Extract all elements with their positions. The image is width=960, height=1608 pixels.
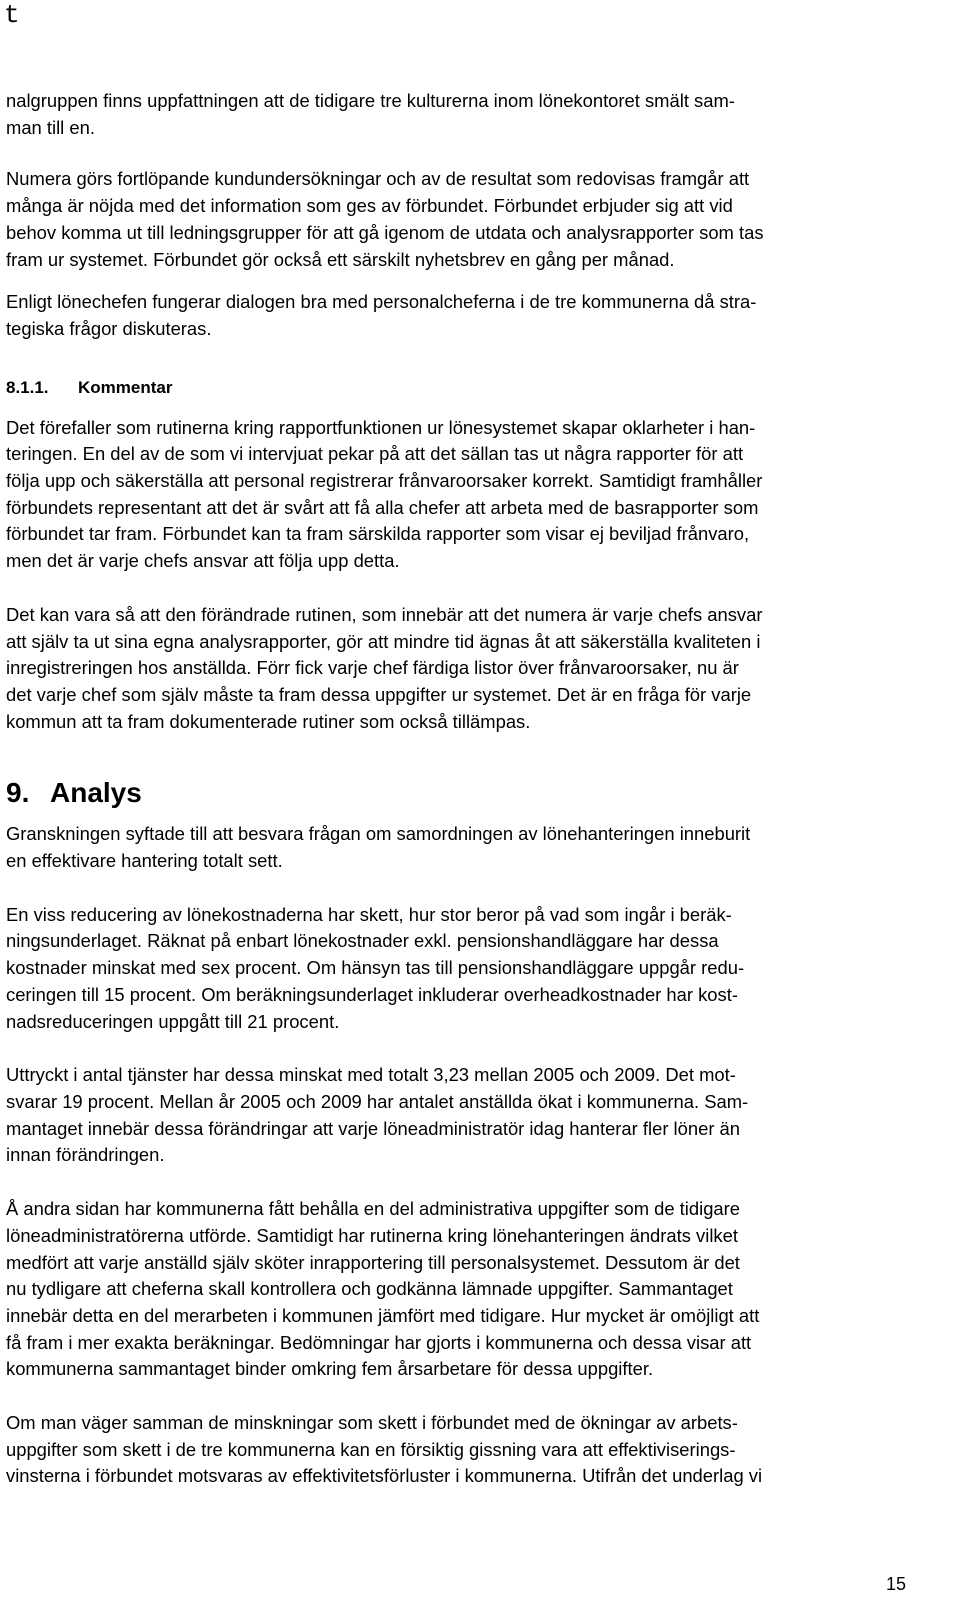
- text-line: teringen. En del av de som vi intervjuat pekar på att det sällan tas ut några rapporter för att: [6, 443, 744, 465]
- text-line: uppgifter som skett i de tre kommunerna kan en försiktig gissning vara att effektiviserings-: [6, 1438, 736, 1460]
- text-line: behov komma ut till ledningsgrupper för att gå igenom de utdata och analysrapporter som tas: [6, 221, 764, 243]
- section-subheading: [6, 375, 958, 401]
- text-line: kommunerna sammantaget binder omkring fem årsarbetare för dessa uppgifter.: [6, 1358, 654, 1380]
- paragraph: [6, 602, 958, 736]
- text-line: ningsunderlaget. Räknat på enbart lönekostnader exkl. pensionshandläggare har dessa: [6, 930, 719, 952]
- text-line: att själv ta ut sina egna analysrapporter, gör att mindre tid ägnas åt att säkerställa kvaliteten i: [6, 630, 761, 652]
- text-line: svarar 19 procent. Mellan år 2005 och 2009 har antalet anställda ökat i kommunerna. Sam-: [6, 1090, 749, 1112]
- text-line: inregistreringen hos anställda. Förr fick varje chef färdiga listor över frånvaroorsaker, nu är: [6, 657, 739, 679]
- subheading-title: Kommentar: [78, 377, 173, 397]
- paragraph: [6, 821, 958, 874]
- text-line: innebär detta en del merarbeten i kommunen jämfört med tidigare. Hur mycket är omöjligt att: [6, 1304, 760, 1326]
- text-line: medfört att varje anställd själv sköter inrapportering till personalsystemet. Dessutom är det: [6, 1251, 740, 1273]
- text-line: vinsterna i förbundet motsvaras av effektivitetsförluster i kommunerna. Utifrån det underlag vi: [6, 1465, 763, 1487]
- text-line: förbundet tar fram. Förbundet kan ta fram särskilda rapporter som visar ej beviljad frånvaro,: [6, 523, 750, 545]
- page-number: 15: [885, 1574, 906, 1594]
- subheading-number: 8.1.1.: [6, 377, 49, 397]
- text-line: nadsreduceringen uppgått till 21 procent.: [6, 1010, 340, 1032]
- paragraph: [6, 902, 958, 1036]
- paragraph: [6, 1196, 958, 1383]
- text-line: många är nöjda med det information som ges av förbundet. Förbundet erbjuder sig att vid: [6, 195, 733, 217]
- header-mark: t: [4, 0, 20, 30]
- text-line: Granskningen syftade till att besvara frågan om samordningen av lönehanteringen inneburit: [6, 823, 751, 845]
- document-body: [6, 88, 958, 1490]
- text-line: kostnader minskat med sex procent. Om hänsyn tas till pensionshandläggare uppgår redu-: [6, 957, 745, 979]
- text-line: fram ur systemet. Förbundet gör också ett särskilt nyhetsbrev en gång per månad.: [6, 248, 675, 270]
- text-line: nu tydligare att cheferna skall kontrollera och godkänna lämnade uppgifter. Sammantaget: [6, 1278, 733, 1300]
- text-line: en effektivare hantering totalt sett.: [6, 850, 283, 872]
- text-line: men det är varje chefs ansvar att följa upp detta.: [6, 550, 400, 572]
- text-line: Det kan vara så att den förändrade rutinen, som innebär att det numera är varje chefs ansvar: [6, 603, 763, 625]
- text-line: Om man väger samman de minskningar som skett i förbundet med de ökningar av arbets-: [6, 1412, 738, 1434]
- heading-title: Analys: [50, 777, 142, 809]
- text-line: ceringen till 15 procent. Om beräkningsunderlaget inkluderar overheadkostnader har kost-: [6, 983, 738, 1005]
- paragraph: [6, 415, 958, 575]
- text-line: följa upp och säkerställa att personal registrerar frånvaroorsaker korrekt. Samtidigt framhåller: [6, 470, 763, 492]
- section-heading: [6, 775, 958, 811]
- text-line: nalgruppen finns uppfattningen att de tidigare tre kulturerna inom lönekontoret smält sam-: [6, 90, 735, 111]
- paragraph: [6, 1410, 958, 1490]
- paragraph: [6, 289, 958, 342]
- text-line: Å andra sidan har kommunerna fått behålla en del administrativa uppgifter som de tidigare: [6, 1198, 741, 1220]
- text-line: Uttryckt i antal tjänster har dessa minskat med totalt 3,23 mellan 2005 och 2009. Det mot-: [6, 1064, 736, 1086]
- text-line: man till en.: [6, 116, 95, 138]
- text-line: få fram i mer exakta beräkningar. Bedömningar har gjorts i kommunerna och dessa visar att: [6, 1331, 752, 1353]
- text-line: innan förändringen.: [6, 1144, 165, 1166]
- text-line: En viss reducering av lönekostnaderna har skett, hur stor beror på vad som ingår i beräk-: [6, 903, 732, 925]
- paragraph: [6, 166, 958, 273]
- text-line: förbundets representant att det är svårt att få alla chefer att arbeta med de basrapporter som: [6, 496, 759, 518]
- text-line: löneadministratörerna utförde. Samtidigt har rutinerna kring lönehanteringen ändrats vilket: [6, 1224, 738, 1246]
- text-line: Enligt lönechefen fungerar dialogen bra med personalcheferna i de tre kommunerna då stra-: [6, 291, 757, 313]
- text-line: Numera görs fortlöpande kundundersökningar och av de resultat som redovisas framgår att: [6, 168, 750, 190]
- paragraph: [6, 1062, 958, 1169]
- text-line: tegiska frågor diskuteras.: [6, 317, 212, 339]
- text-line: Det förefaller som rutinerna kring rapportfunktionen ur lönesystemet skapar oklarheter i han-: [6, 416, 756, 438]
- text-line: kommun att ta fram dokumenterade rutiner som också tillämpas.: [6, 710, 531, 732]
- heading-number: 9.: [6, 777, 30, 809]
- text-line: mantaget innebär dessa förändringar att varje löneadministratör idag hanterar fler löner än: [6, 1117, 741, 1139]
- text-line: det varje chef som själv måste ta fram dessa uppgifter ur systemet. Det är en fråga för varje: [6, 683, 752, 705]
- paragraph: [6, 88, 958, 141]
